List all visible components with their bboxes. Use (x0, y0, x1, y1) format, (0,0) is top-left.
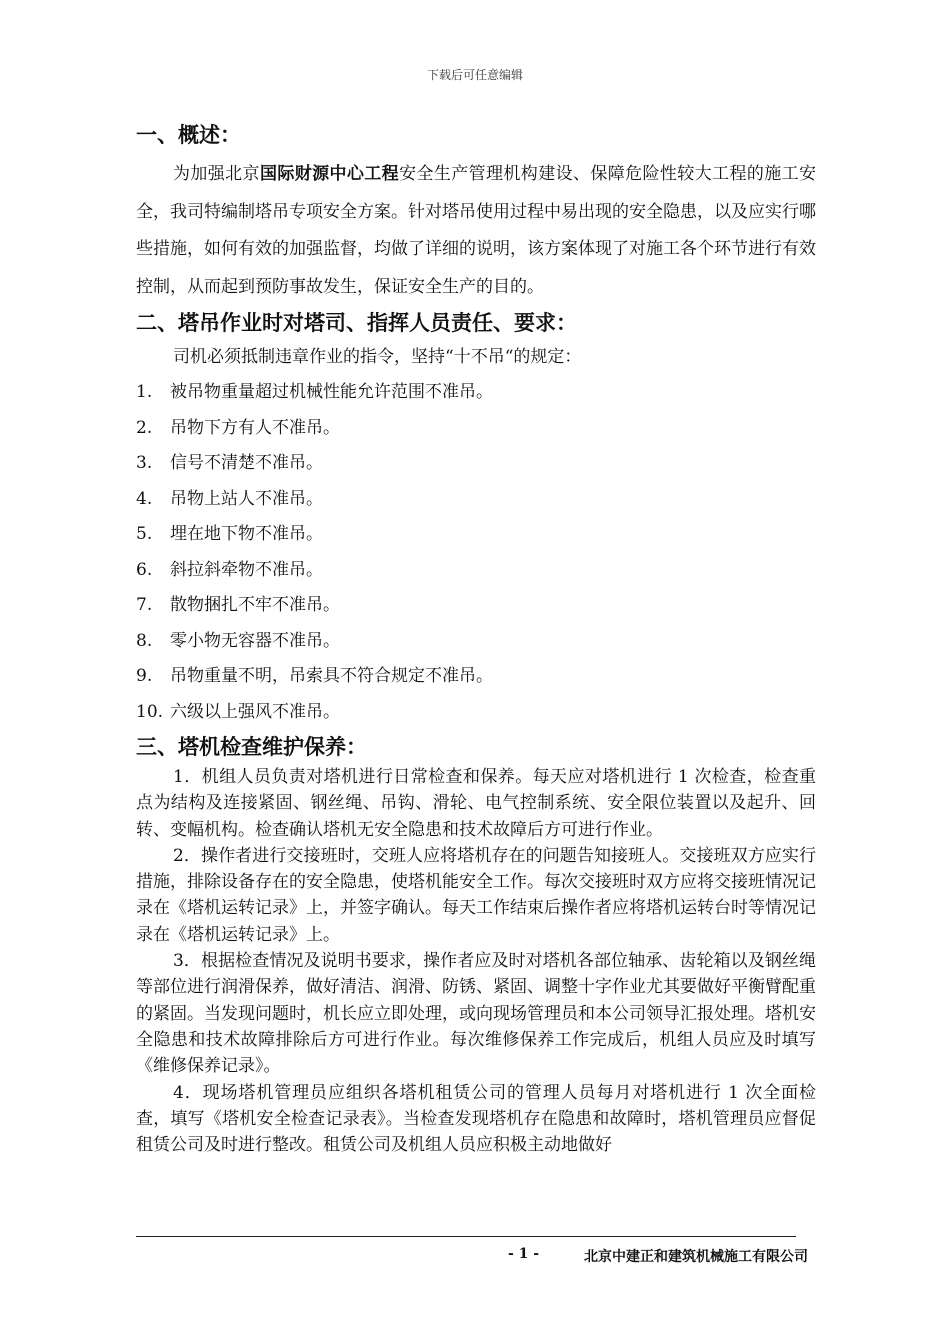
list-item-text: 吊物上站人不准吊。 (170, 488, 323, 509)
list-item-number: 2. (136, 417, 153, 438)
list-item-number: 7. (136, 595, 153, 615)
list-item-number: 3. (136, 453, 153, 473)
list-item-number: 10. (136, 701, 164, 722)
list-item (136, 588, 816, 624)
list-item-number: 1. (136, 382, 153, 402)
list-item-number: 4. (136, 488, 153, 509)
list-item (136, 553, 816, 589)
list-item-number: 8. (136, 630, 153, 651)
section-1-text-post: 安全生产管理机构建设、保障危险性较大工程的施工安全，我司特编制塔吊专项安全方案。针对塔吊使用过程中易出现的安全隐患，以及应实行哪些措施，如何有效的加强监督，均做了详细的说明，该方案体现了对施工各个环节进行有效控制，从而起到预防事故发生，保证安全生产的目的。 (136, 164, 817, 297)
section-2-heading: 二、塔吊作业时对塔司、指挥人员责任、要求： (136, 311, 577, 335)
list-item (136, 624, 816, 660)
list-item-text: 六级以上强风不准吊。 (170, 701, 340, 722)
list-item (136, 659, 816, 695)
page-number: - 1 - (508, 1246, 540, 1262)
list-item-text: 信号不清楚不准吊。 (170, 453, 323, 473)
list-item (136, 411, 816, 447)
list-item (136, 482, 816, 518)
list-item (136, 695, 816, 731)
list-item-number: 6. (136, 559, 153, 580)
footer-company-name: 北京中建正和建筑机械施工有限公司 (584, 1249, 808, 1265)
list-item-text: 埋在地下物不准吊。 (170, 524, 323, 544)
list-item-text: 吊物下方有人不准吊。 (170, 417, 340, 438)
list-item (136, 446, 816, 482)
list-item-number: 9. (136, 666, 153, 686)
section-1-paragraph (136, 156, 816, 306)
list-item-text: 零小物无容器不准吊。 (170, 630, 340, 651)
section-3-paragraph: 4．现场塔机管理员应组织各塔机租赁公司的管理人员每月对塔机进行 1 次全面检查，填写《塔机安全检查记录表》。当检查发现塔机存在隐患和故障时，塔机管理员应督促租赁公司及时进行整改。租赁公司及机组人员应积极主动地做好 (136, 1082, 816, 1156)
list-item-text: 斜拉斜牵物不准吊。 (170, 559, 323, 580)
list-item (136, 517, 816, 553)
section-3-paragraph: 1．机组人员负责对塔机进行日常检查和保养。每天应对塔机进行 1 次检查，检查重点为结构及连接紧固、钢丝绳、吊钩、滑轮、电气控制系统、安全限位装置以及起升、回转、变幅机构。检查确认塔机无安全隐患和技术故障后方可进行作业。 (136, 767, 816, 840)
header-note: 下载后可任意编辑 (426, 68, 523, 82)
section-3-paragraph: 3．根据检查情况及说明书要求，操作者应及时对塔机各部位轴承、齿轮箱以及钢丝绳等部位进行润滑保养，做好清洁、润滑、防锈、紧固、调整十字作业尤其要做好平衡臂配重的紧固。当发现问题时，机长应立即处理，或向现场管理员和本公司领导汇报处理。塔机安全隐患和技术故障排除后方可进行作业。每次维修保养工作完成后，机组人员应及时填写《维修保养记录》。 (136, 951, 816, 1077)
section-1-heading: 一、概述： (136, 123, 241, 147)
section-1-text-pre: 为加强北京 (173, 164, 260, 184)
footer-divider (136, 1236, 796, 1237)
section-2-intro: 司机必须抵制违章作业的指令，坚持“十不吊“的规定： (173, 347, 582, 367)
list-item-number: 5. (136, 524, 153, 544)
document-body (136, 118, 816, 1158)
project-name: 国际财源中心工程 (259, 164, 400, 184)
ten-no-lift-rules-list (136, 375, 816, 730)
section-3-heading: 三、塔机检查维护保养： (136, 735, 367, 759)
section-3-paragraph: 2．操作者进行交接班时，交班人应将塔机存在的问题告知接班人。交接班双方应实行措施，排除设备存在的安全隐患，使塔机能安全工作。每次交接班时双方应将交接班情况记录在《塔机运转记录》上，并签字确认。每天工作结束后操作者应将塔机运转台时等情况记录在《塔机运转记录》上。 (136, 845, 816, 945)
list-item-text: 散物捆扎不牢不准吊。 (170, 595, 340, 615)
list-item-text: 吊物重量不明，吊索具不符合规定不准吊。 (170, 666, 493, 686)
list-item (136, 375, 816, 411)
list-item-text: 被吊物重量超过机械性能允许范围不准吊。 (170, 382, 493, 402)
